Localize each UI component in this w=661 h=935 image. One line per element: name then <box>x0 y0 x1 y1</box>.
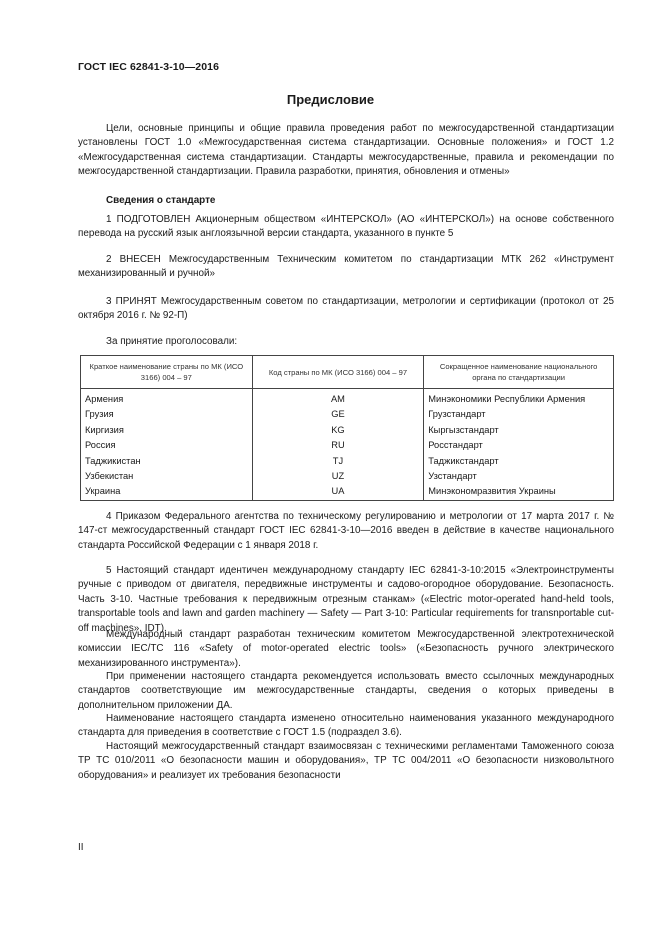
standards-body-cell: Минэкономики Республики Армения <box>424 389 614 408</box>
tc-paragraph: Международный стандарт разработан техническим комитетом Межгосударственной электротехнической комиссии IEC/TC 116 «Safety of motor-operated electric tools» («Безопасность ручного электрического механизированного инструмента»). <box>78 629 614 669</box>
header-country-name: Краткое наименование страны по МК (ИСО 3166) 004 – 97 <box>81 356 253 389</box>
country-name-cell: Армения <box>81 389 253 408</box>
header-standards-body: Сокращенное наименование национального органа по стандартизации <box>424 356 614 389</box>
country-code-cell: KG <box>252 423 424 438</box>
table-row <box>81 454 614 469</box>
country-name-cell: Грузия <box>81 407 253 422</box>
item-1-paragraph: 1 ПОДГОТОВЛЕН Акционерным обществом «ИНТЕРСКОЛ» (АО «ИНТЕРСКОЛ») на основе собственного перевода на русский язык англоязычной версии стандарта, указанного в пункте 5 <box>78 214 614 240</box>
vote-intro-text: За принятие проголосовали: <box>106 336 238 347</box>
standards-body-cell: Грузстандарт <box>424 407 614 422</box>
references-paragraph: При применении настоящего стандарта рекомендуется использовать вместо ссылочных международных стандартов соответствующие им межгосударственные стандарты, сведения о которых приведены в дополнительном приложении ДА. <box>78 671 614 711</box>
table-header-row <box>81 356 614 389</box>
page-number: II <box>78 842 84 853</box>
regulations-paragraph: Настоящий межгосударственный стандарт взаимосвязан с техническими регламентами Таможенного союза ТР ТС 010/2011 «О безопасности машин и оборудования», ТР ТС 004/2011 «О безопасности низковольтного оборудования» и реализует их требования безопасности <box>78 741 614 781</box>
intro-paragraph: Цели, основные принципы и общие правила проведения работ по межгосударственной стандартизации установлены ГОСТ 1.0 «Межгосударственная система стандартизации. Основные положения» и ГОСТ 1.2 «Межгосударственная система стандартизации. Стандарты межгосударственные, правила и рекомендации по межгосударственной стандартизации. Правила разработки, принятия, обновления и отмены» <box>78 123 614 178</box>
item-4-paragraph: 4 Приказом Федерального агентства по техническому регулированию и метрологии от 17 марта 2017 г. № 147-ст межгосударственный стандарт ГОСТ IEC 62841-3-10—2016 введен в действие в качестве национального стандарта Российской Федерации с 1 января 2018 г. <box>78 511 614 551</box>
country-code-cell: RU <box>252 438 424 453</box>
standards-body-cell: Росстандарт <box>424 438 614 453</box>
table-row <box>81 407 614 422</box>
table-row <box>81 438 614 453</box>
standards-body-cell: Таджикстандарт <box>424 454 614 469</box>
country-name-cell: Узбекистан <box>81 469 253 484</box>
item-2-paragraph: 2 ВНЕСЕН Межгосударственным Техническим комитетом по стандартизации МТК 262 «Инструмент механизированный и ручной» <box>78 254 614 280</box>
country-code-cell: UA <box>252 484 424 500</box>
table-row <box>81 484 614 500</box>
table-row <box>81 389 614 408</box>
member-states-table <box>80 355 614 501</box>
name-change-paragraph: Наименование настоящего стандарта изменено относительно наименования указанного международного стандарта для приведения в соответствие с ГОСТ 1.5 (подраздел 3.6). <box>78 713 614 739</box>
section-heading: Сведения о стандарте <box>106 195 216 206</box>
standards-body-cell: Минэкономразвития Украины <box>424 484 614 500</box>
item-5-paragraph: 5 Настоящий стандарт идентичен международному стандарту IEC 62841-3-10:2015 «Электроинструменты ручные с приводом от двигателя, передвижные инструменты и садово-огородное оборудование. Безопасность. Часть 3-10. Частные требования к передвижным отрезным станкам» («Electric motor-operated hand-held tools, transportable tools and lawn and garden machinery — Safety — Part 3-10: Particular requirements for transnportable cut-off machines», IDT). <box>78 565 614 634</box>
country-code-cell: AM <box>252 389 424 408</box>
country-code-cell: UZ <box>252 469 424 484</box>
standards-body-cell: Кыргызстандарт <box>424 423 614 438</box>
document-id-header: ГОСТ IEC 62841-3-10—2016 <box>78 61 220 73</box>
country-name-cell: Россия <box>81 438 253 453</box>
country-name-cell: Украина <box>81 484 253 500</box>
table-row <box>81 469 614 484</box>
table-row <box>81 423 614 438</box>
country-code-cell: TJ <box>252 454 424 469</box>
header-country-code: Код страны по МК (ИСО 3166) 004 – 97 <box>252 356 424 389</box>
item-3-paragraph: 3 ПРИНЯТ Межгосударственным советом по стандартизации, метрологии и сертификации (протокол от 25 октября 2016 г. № 92-П) <box>78 296 614 322</box>
country-name-cell: Таджикистан <box>81 454 253 469</box>
standards-body-cell: Узстандарт <box>424 469 614 484</box>
country-code-cell: GE <box>252 407 424 422</box>
page-title: Предисловие <box>286 92 375 107</box>
country-name-cell: Киргизия <box>81 423 253 438</box>
